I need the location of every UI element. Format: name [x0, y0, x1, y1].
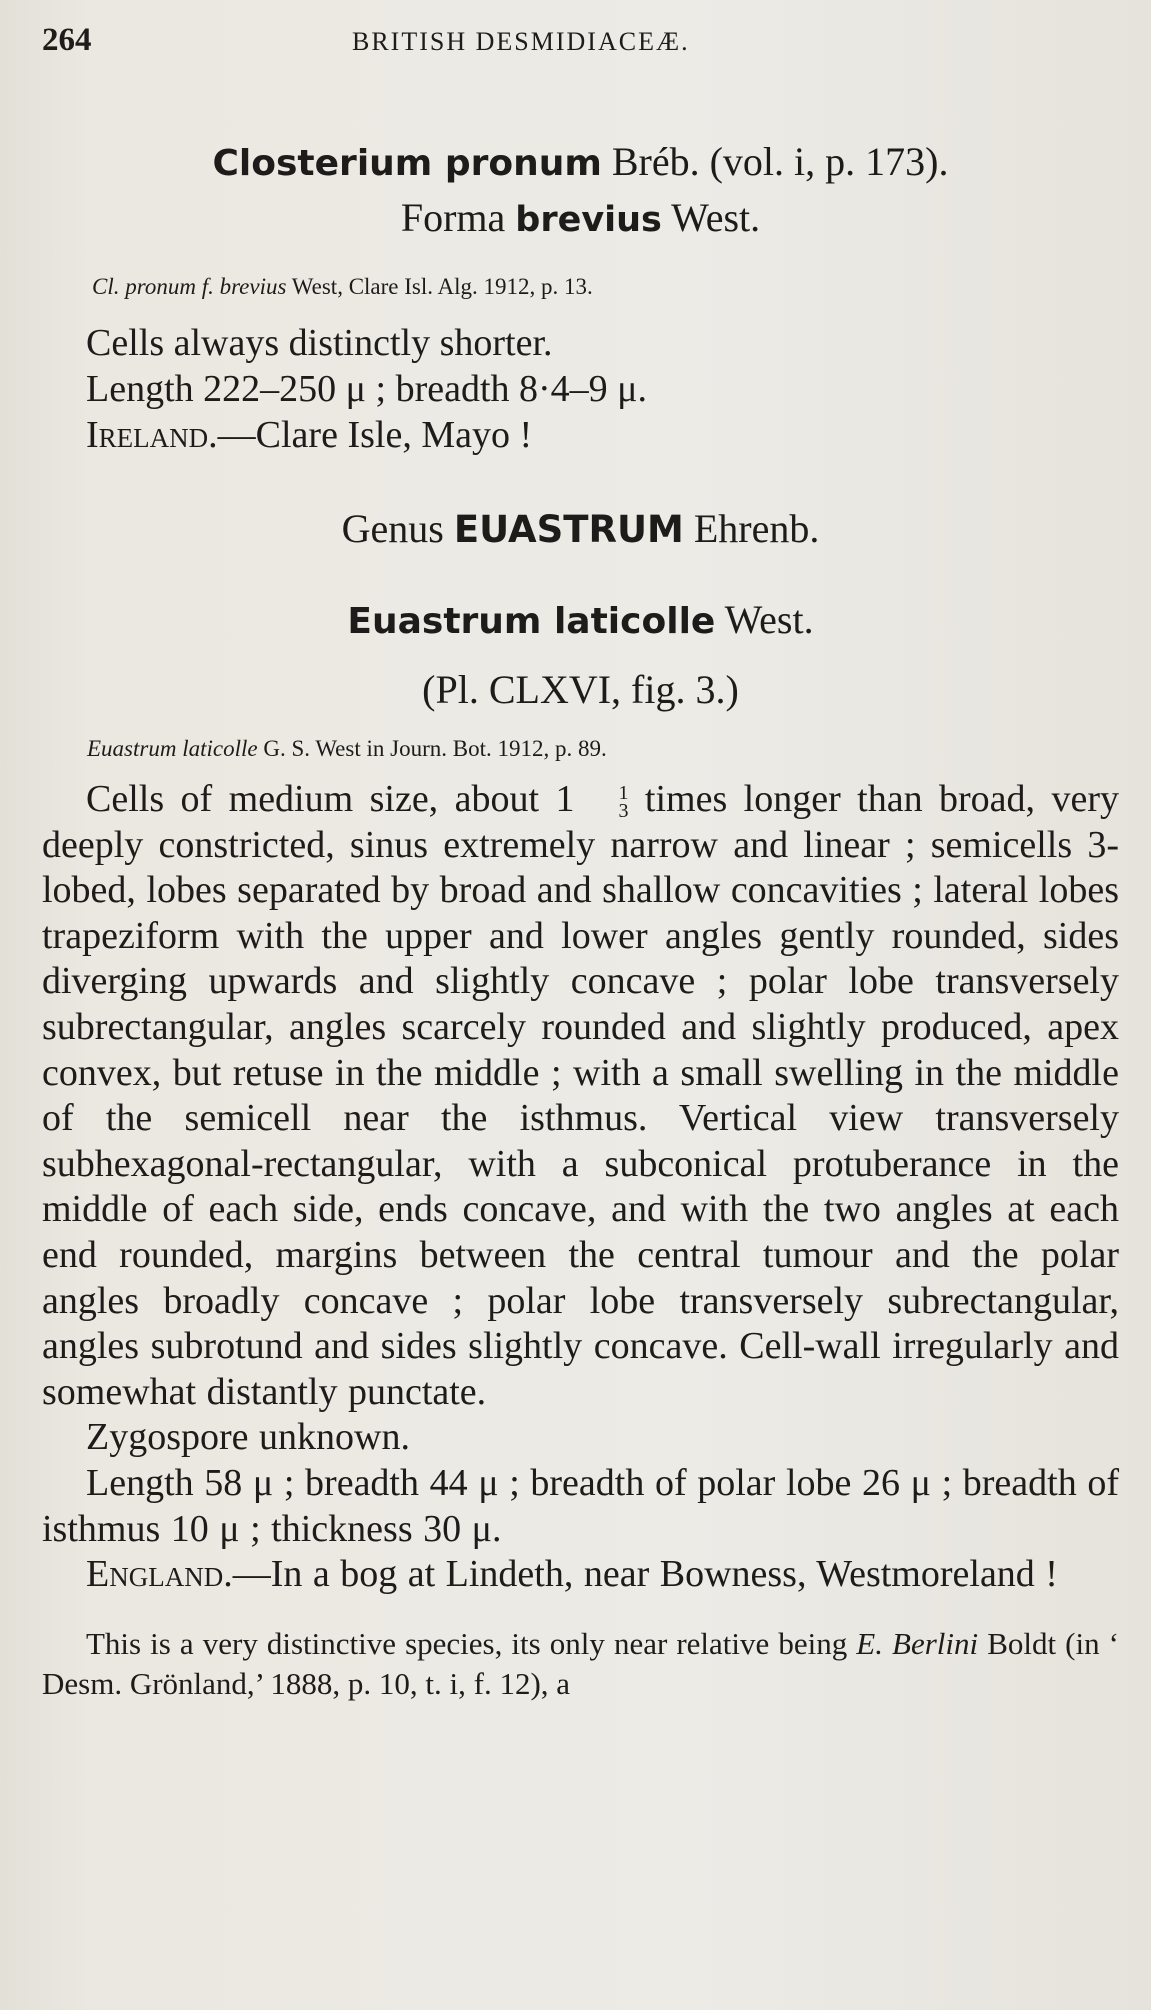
- running-title: BRITISH DESMIDIACEÆ.: [352, 27, 690, 56]
- species-name: Euastrum laticolle: [347, 601, 716, 642]
- genus-name: EUASTRUM: [453, 508, 684, 551]
- fraction: [574, 782, 629, 823]
- species-authority: West.: [724, 597, 814, 642]
- genus-heading: [42, 504, 1119, 555]
- synonym-closterium: [92, 272, 1119, 302]
- forma-name: brevius: [515, 200, 662, 240]
- desc-line: Cells always distinctly shorter.: [86, 322, 553, 364]
- note-italic: E. Berlini: [856, 1625, 979, 1661]
- species-heading-closterium: [42, 138, 1119, 188]
- forma-authority: West.: [671, 195, 761, 240]
- synonym-italic: Euastrum laticolle: [87, 736, 258, 761]
- species-heading-euastrum: [42, 595, 1119, 647]
- locality-line: [42, 1552, 1119, 1598]
- synonym-italic: Cl. pronum f. brevius: [92, 274, 287, 299]
- desc-text: Cells of medium size, about 1: [86, 778, 575, 820]
- genus-prefix: Genus: [341, 506, 444, 551]
- forma-prefix: Forma: [400, 195, 506, 240]
- locality-line: [86, 412, 1119, 458]
- zygospore-line: Zygospore unknown.: [86, 1416, 410, 1459]
- species-name: Closterium pronum: [212, 143, 602, 184]
- locality-region: Ireland.: [86, 414, 218, 456]
- note-text: This is a very distinctive species, its only near relative being: [86, 1625, 857, 1661]
- forma-heading: [42, 194, 1119, 244]
- desc-text: times longer than broad, very deeply constricted, sinus extremely narrow and linear ; semicells 3-lobed, lobes separated by broad and shallow concavities ; lateral lobes trapeziform with the upper and lower angles gently rounded, sides diverging upwards and slightly concave ; polar lobe transversely subrectangular, angles scarcely rounded and slightly produced, apex convex, but retuse in the middle ; with a small swelling in the middle of the semicell near the isthmus. Vertical view transversely subhexagonal-rectangular, with a subconical protuberance in the middle of each side, ends concave, and with the two angles at each end rounded, margins between the central tumour and the polar angles broadly concave ; polar lobe transversely subrectangular, angles subrotund and sides slightly concave. Cell-wall irregularly and somewhat distantly punctate.: [42, 778, 1119, 1413]
- description-closterium: [86, 320, 1119, 458]
- footnote-paragraph: [42, 1624, 1119, 1704]
- synonym-citation: West, Clare Isl. Alg. 1912, p. 13.: [291, 274, 593, 299]
- note-text: Boldt (in ‘ Desm. Grönland,’ 1888, p. 10, t. i, f. 12), a: [42, 1625, 1119, 1701]
- desc-line: Length 222–250 μ ; breadth 8·4–9 μ.: [86, 368, 648, 410]
- genus-authority: Ehrenb.: [693, 506, 820, 551]
- description-paragraph: [42, 777, 1119, 1415]
- description-euastrum: [42, 777, 1119, 1598]
- frac-den: 3: [618, 800, 629, 823]
- running-header: [42, 22, 1119, 74]
- measurements: Length 58 μ ; breadth 44 μ ; breadth of polar lobe 26 μ ; breadth of isthmus 10 μ ; thickness 30 μ.: [42, 1461, 1119, 1550]
- plate-reference: (Pl. CLXVI, fig. 3.): [422, 667, 739, 712]
- species-authority: Bréb. (vol. i, p. 173).: [611, 139, 949, 184]
- locality-text: —Clare Isle, Mayo !: [217, 414, 533, 456]
- locality-region: England.: [86, 1553, 233, 1596]
- synonym-euastrum: [87, 733, 1119, 765]
- page-number: 264: [42, 22, 92, 58]
- locality-text: —In a bog at Lindeth, near Bowness, Westmoreland !: [232, 1553, 1058, 1596]
- frac-num: 1: [618, 782, 629, 805]
- synonym-citation: G. S. West in Journ. Bot. 1912, p. 89.: [263, 736, 607, 761]
